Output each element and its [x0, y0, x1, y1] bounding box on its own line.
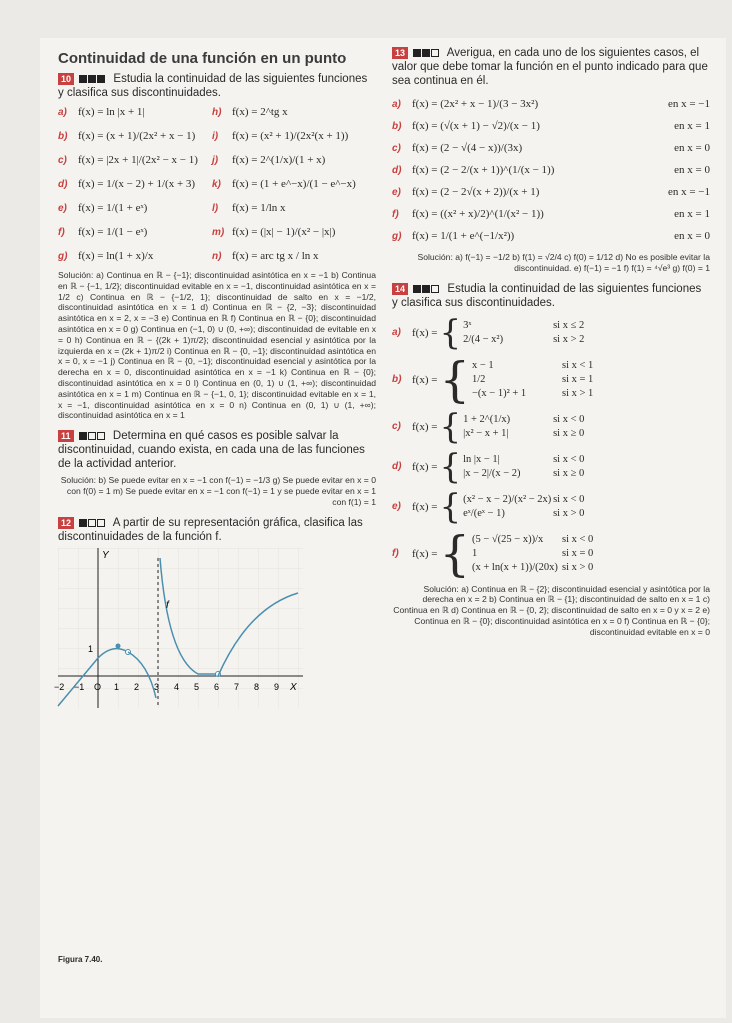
exercise-11-header — [58, 429, 376, 471]
function-item — [392, 186, 710, 198]
case-condition: si x = 1 — [562, 374, 594, 386]
item-label: e) — [392, 186, 401, 198]
function-item — [58, 226, 208, 238]
function-formula: f(x) = 2^tg x — [232, 106, 288, 119]
cases — [439, 351, 622, 408]
left-column — [54, 72, 376, 708]
x-tick-label: 6 — [214, 681, 220, 692]
brace-icon: { — [439, 312, 462, 353]
exercise-10-header — [58, 72, 376, 100]
function-formula: f(x) = (2 − √(4 − x))/(3x) — [412, 142, 523, 155]
case-expression: 1/2 — [472, 374, 486, 386]
function-item — [58, 106, 208, 118]
difficulty-icon — [79, 72, 106, 86]
item-label: f) — [58, 226, 65, 238]
case-condition: si x < 0 — [553, 494, 585, 506]
function-name: f(x) = — [412, 420, 438, 433]
function-formula: f(x) = (x + 1)/(2x² + x − 1) — [78, 130, 196, 143]
x-tick-label: 3 — [154, 681, 160, 692]
closed-point — [116, 643, 121, 648]
item-label: j) — [212, 154, 219, 166]
case-expression: |x² − x + 1| — [463, 428, 509, 440]
case-condition: si x > 1 — [562, 388, 594, 400]
function-name: f(x) = — [412, 326, 438, 339]
exercise-12-header — [58, 516, 376, 544]
cases — [439, 525, 622, 582]
item-label: l) — [212, 202, 219, 214]
function-formula: f(x) = (1 + e^−x)/(1 − e^−x) — [232, 178, 356, 191]
item-label: a) — [392, 98, 401, 110]
case-condition: si x > 0 — [553, 508, 585, 520]
case-condition: si x < 0 — [553, 414, 585, 426]
function-formula: f(x) = ln(1 + x)/x — [78, 250, 154, 263]
item-label: g) — [58, 250, 68, 262]
function-name: f(x) = — [412, 373, 438, 386]
item-label: e) — [58, 202, 67, 214]
item-label: c) — [392, 421, 401, 433]
case-condition: si x > 2 — [553, 334, 585, 346]
evaluation-point: en x = 1 — [674, 208, 710, 221]
case-expression: eˣ/(eˣ − 1) — [463, 508, 505, 520]
case-condition: si x ≤ 2 — [553, 320, 585, 332]
x-tick-label: 2 — [134, 681, 140, 692]
y-axis-label: Y — [102, 549, 109, 561]
function-formula: f(x) = 1/(1 + eˣ) — [78, 202, 148, 215]
case-expression: |x − 2|/(x − 2) — [463, 468, 521, 480]
function-formula: f(x) = (x² + 1)/(2x²(x + 1)) — [232, 130, 349, 143]
function-item — [58, 154, 208, 166]
exercise-number: 11 — [58, 430, 74, 442]
function-formula: f(x) = ln |x + 1| — [78, 106, 145, 119]
function-formula: f(x) = (|x| − 1)/(x² − |x|) — [232, 226, 336, 239]
difficulty-icon — [79, 429, 106, 443]
difficulty-icon — [413, 282, 440, 296]
case-expression: 1 — [472, 548, 478, 560]
exercise-text: Averigua, en cada uno de los siguientes casos, el valor que debe tomar la función en el punto indicado para que sea continua en él. — [392, 47, 708, 88]
case-rows — [463, 320, 613, 345]
function-item — [392, 164, 710, 176]
item-label: n) — [212, 250, 222, 262]
exercise-number: 12 — [58, 517, 74, 529]
exercise-13-items — [392, 98, 710, 242]
item-label: b) — [392, 374, 402, 386]
exercise-10-items — [58, 106, 376, 262]
function-name: f(x) = — [412, 500, 438, 513]
right-column — [392, 46, 710, 638]
item-label: f) — [392, 548, 399, 560]
exercise-13-header — [392, 46, 710, 88]
function-item — [212, 130, 372, 142]
case-expression: 2/(4 − x²) — [463, 334, 504, 346]
x-tick-label: 8 — [254, 681, 260, 692]
function-formula: f(x) = 1/(1 + e^(−1/x²)) — [412, 230, 515, 243]
function-item — [392, 120, 710, 132]
piecewise-function-item — [392, 351, 710, 408]
exercise-14-solution: Solución: a) Continua en ℝ − {2}; discontinuidad esencial y asintótica por la derecha en x = 2 b) Continua en ℝ − {1}; discontinuidad de salto en x = 1 c) Continua en ℝ d) Continua en ℝ − {0, 2}; discontinuidad de salto en x = 0 y x = 2 e) Continua en ℝ − {0}; discontinuidad asintótica en x = 0 f) Continua en ℝ − {0}; discontinuidad evitable en x = 0 — [393, 583, 710, 637]
page-title: Continuidad de una función en un punto — [58, 50, 347, 67]
function-item — [212, 202, 372, 214]
item-label: d) — [58, 178, 68, 190]
function-item — [392, 142, 710, 154]
cases — [439, 406, 613, 447]
case-condition: si x ≥ 0 — [553, 428, 585, 440]
x-tick-label: O — [94, 681, 102, 692]
function-item — [392, 98, 710, 110]
function-formula: f(x) = (√(x + 1) − √2)/(x − 1) — [412, 120, 540, 133]
item-label: e) — [392, 501, 401, 513]
function-formula: f(x) = |2x + 1|/(2x² − x − 1) — [78, 154, 198, 167]
function-item — [212, 250, 372, 262]
item-label: b) — [392, 120, 402, 132]
exercise-text: A partir de su representación gráfica, clasifica las discontinuidades de la función f. — [58, 516, 363, 543]
function-formula: f(x) = 2^(1/x)/(1 + x) — [232, 154, 326, 167]
item-label: g) — [392, 230, 402, 242]
function-formula: f(x) = (2 − 2/(x + 1))^(1/(x − 1)) — [412, 164, 555, 177]
function-name: f(x) = — [412, 547, 438, 560]
case-expression: 3ˣ — [463, 320, 472, 332]
exercise-text: Determina en qué casos es posible salvar la discontinuidad, cuando exista, en cada una de las funciones de la actividad anterior. — [58, 430, 365, 471]
brace-icon: { — [439, 446, 462, 487]
case-expression: 1 + 2^(1/x) — [463, 414, 511, 426]
x-axis-label: X — [290, 681, 297, 693]
item-label: f) — [392, 208, 399, 220]
difficulty-icon — [413, 46, 440, 60]
function-item — [212, 226, 372, 238]
item-label: d) — [392, 461, 402, 473]
case-condition: si x < 0 — [553, 454, 585, 466]
case-condition: si x > 0 — [562, 562, 594, 574]
item-label: d) — [392, 164, 402, 176]
function-label: f — [166, 599, 169, 611]
function-item — [58, 202, 208, 214]
item-label: m) — [212, 226, 225, 238]
function-item — [58, 178, 208, 190]
exercise-number: 14 — [392, 283, 408, 295]
function-formula: f(x) = ((x² + x)/2)^(1/(x² − 1)) — [412, 208, 544, 221]
item-label: i) — [212, 130, 219, 142]
function-formula: f(x) = (2 − 2√(x + 2))/(x + 1) — [412, 186, 540, 199]
case-condition: si x < 0 — [562, 534, 594, 546]
evaluation-point: en x = 0 — [674, 164, 710, 177]
piecewise-function-item — [392, 406, 710, 447]
function-formula: f(x) = 1/(1 − eˣ) — [78, 226, 148, 239]
function-item — [58, 250, 208, 262]
cases — [439, 446, 613, 487]
case-condition: si x = 0 — [562, 548, 594, 560]
exercise-number: 10 — [58, 73, 74, 85]
case-rows — [463, 414, 613, 439]
item-label: h) — [212, 106, 222, 118]
piecewise-function-item — [392, 486, 710, 527]
exercise-text: Estudia la continuidad de las siguientes funciones y clasifica sus discontinuidades. — [58, 73, 368, 100]
function-item — [392, 208, 710, 220]
function-graph — [54, 548, 303, 708]
cases — [439, 312, 613, 353]
x-tick-label: −1 — [74, 681, 85, 692]
case-rows — [472, 534, 622, 573]
exercise-14-header — [392, 282, 710, 310]
case-expression: x − 1 — [472, 360, 494, 372]
function-item — [212, 106, 372, 118]
evaluation-point: en x = 1 — [674, 120, 710, 133]
figure-caption: Figura 7.40. — [58, 955, 103, 964]
brace-icon: { — [439, 486, 462, 527]
item-label: c) — [392, 142, 401, 154]
x-tick-label: 9 — [274, 681, 280, 692]
evaluation-point: en x = −1 — [667, 186, 710, 199]
piecewise-function-item — [392, 446, 710, 487]
x-tick-label: 7 — [234, 681, 240, 692]
case-condition: si x ≥ 0 — [553, 468, 585, 480]
item-label: a) — [392, 327, 401, 339]
function-formula: f(x) = 1/ln x — [232, 202, 286, 215]
evaluation-point: en x = 0 — [674, 230, 710, 243]
case-expression: ln |x − 1| — [463, 454, 500, 466]
case-condition: si x < 1 — [562, 360, 594, 372]
function-item — [58, 130, 208, 142]
function-item — [392, 230, 710, 242]
function-formula: f(x) = (2x² + x − 1)/(3 − 3x²) — [412, 98, 539, 111]
case-rows — [463, 494, 613, 519]
piecewise-function-item — [392, 312, 710, 353]
case-expression: −(x − 1)² + 1 — [472, 388, 527, 400]
exercise-10-solution: Solución: a) Continua en ℝ − {−1}; discontinuidad asintótica en x = −1 b) Continua en ℝ − {−1, 1/2}; discontinuidad evitable en x = −1, discontinuidad asintótica en x = 1/2 c) Continua en ℝ − {−1/2, 1}; discontinuidad de salto en x = −1/2, discontinuidad asintótica en x = 1 d) Continua en ℝ − {2, −3}; discontinuidad asintótica en x = 2, x = −3 e) Continua en ℝ f) Continua en ℝ − {0}; discontinuidad asintótica en x = 0 g) Continua en (−1, 0) ∪ (0, +∞); discontinuidad de evitable en x = 0 h) Continua en ℝ − {(2k + 1)π/2}; discontinuidad esencial y asintótica por la izquierda en x = (2k + 1)π/2 i) Continua en ℝ − {0, −1}; discontinuidad asintótica en x = 0, x = −1 j) Continua en ℝ − {0, −1}; discontinuidad esencial y asintótica por la derecha en x = 0, discontinuidad asintótica en x = −1 k) Continua en ℝ − {0}; discontinuidad asintótica en x = 0 l) Continua en (0, 1) ∪ (1, +∞); discontinuidad asintótica en x = 1 m) Continua en ℝ − {−1, 0, 1}; discontinuidad evitable en x = 1, x = −1, discontinuidad asintótica en x = 0 n) Continua en (0, 1) ∪ (1, +∞); discontinuidad asintótica en x = 1 — [58, 270, 376, 421]
function-graph-figure — [54, 548, 303, 708]
item-label: c) — [58, 154, 67, 166]
brace-icon: { — [439, 525, 470, 582]
function-formula: f(x) = arc tg x / ln x — [232, 250, 319, 263]
item-label: a) — [58, 106, 67, 118]
y-tick-label: 1 — [88, 643, 94, 654]
brace-icon: { — [439, 406, 462, 447]
exercise-number: 13 — [392, 47, 408, 59]
item-label: k) — [212, 178, 221, 190]
x-tick-label: −2 — [54, 681, 65, 692]
evaluation-point: en x = −1 — [667, 98, 710, 111]
exercise-text: Estudia la continuidad de las siguientes funciones y clasifica sus discontinuidades. — [392, 282, 702, 309]
case-rows — [472, 360, 622, 399]
difficulty-icon — [79, 516, 106, 530]
brace-icon: { — [439, 351, 470, 408]
case-rows — [463, 454, 613, 479]
cases — [439, 486, 613, 527]
evaluation-point: en x = 0 — [674, 142, 710, 155]
exercise-11-solution: Solución: b) Se puede evitar en x = −1 con f(−1) = −1/3 g) Se puede evitar en x = 0 con f(0) = 1 m) Se puede evitar en x = −1 con f(−1) = 1 y se puede evitar en x = 1 con f(1) = 1 — [60, 475, 376, 507]
case-expression: (x + ln(x + 1))/(20x) — [472, 562, 558, 574]
function-item — [212, 178, 372, 190]
case-expression: (5 − √(25 − x))/x — [472, 534, 544, 546]
item-label: b) — [58, 130, 68, 142]
exercise-13-solution: Solución: a) f(−1) = −1/2 b) f(1) = √2/4 c) f(0) = 1/12 d) No es posible evitar la discontinuidad. e) f(−1) = −1 f) f(1) = ⁴√e³ g) f(0) = 1 — [417, 252, 710, 273]
exercise-14-items — [392, 312, 710, 582]
x-tick-label: 4 — [174, 681, 180, 692]
function-name: f(x) = — [412, 460, 438, 473]
x-tick-label: 1 — [114, 681, 120, 692]
x-tick-label: 5 — [194, 681, 200, 692]
function-formula: f(x) = 1/(x − 2) + 1/(x + 3) — [78, 178, 196, 191]
function-item — [212, 154, 372, 166]
case-expression: (x² − x − 2)/(x² − 2x) — [463, 494, 552, 506]
piecewise-function-item — [392, 525, 710, 582]
